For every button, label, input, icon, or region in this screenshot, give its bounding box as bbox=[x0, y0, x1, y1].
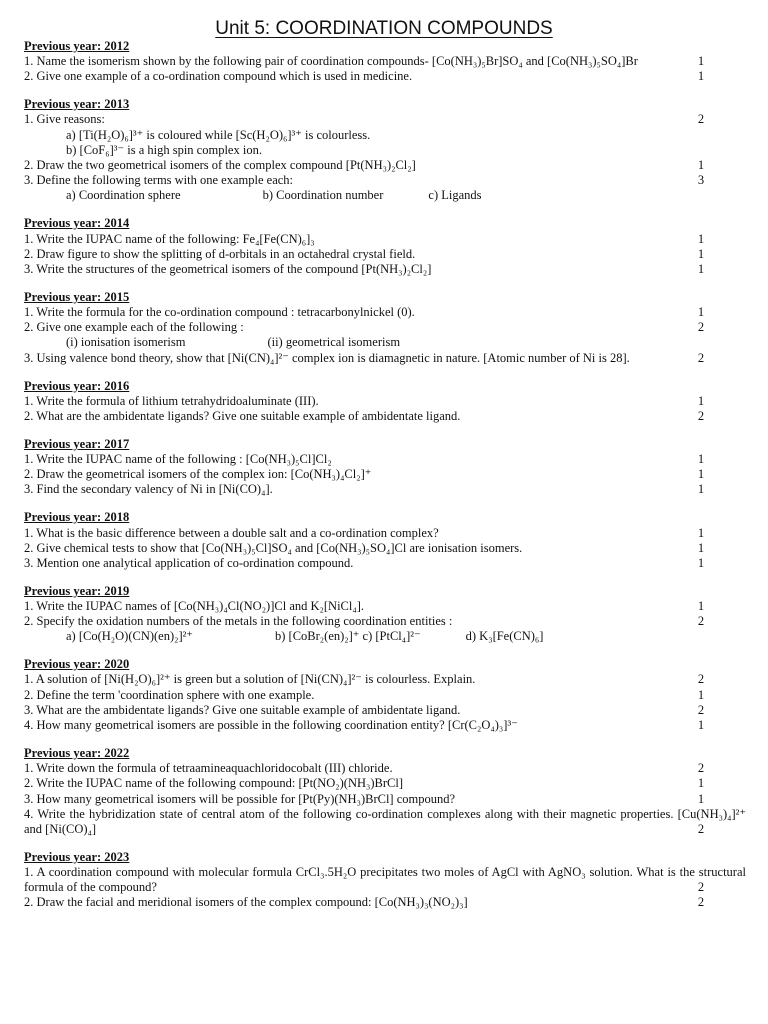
marks-value: 2 bbox=[697, 821, 705, 836]
question-row bbox=[24, 761, 746, 776]
question-row bbox=[24, 409, 746, 424]
question-text: 2. What are the ambidentate ligands? Give one suitable example of ambidentate ligand. bbox=[24, 408, 461, 423]
year-section bbox=[24, 39, 746, 85]
marks-value: 1 bbox=[697, 776, 705, 791]
question-text: 1. Write the IUPAC names of [Co(NH₃)₄Cl(NO₂)]Cl and K₂[NiCl₄]. bbox=[24, 598, 364, 613]
question-text: 2. Draw the geometrical isomers of the complex ion: [Co(NH₃)₄Cl₂]⁺ bbox=[24, 467, 372, 482]
question-text: 4. Write the hybridization state of central atom of the following co-ordination complexes along with their magnetic properties. [Cu(NH₃)₄]²⁺ and [Ni(CO)₄] bbox=[24, 806, 746, 836]
section-heading: Previous year: 2023 bbox=[24, 849, 130, 864]
question-row bbox=[24, 541, 746, 556]
marks-value: 2 bbox=[697, 880, 705, 895]
marks-value: 1 bbox=[697, 687, 705, 702]
question-text: 3. Using valence bond theory, show that [Ni(CN)₄]²⁻ complex ion is diamagnetic in nature. [Atomic number of Ni is 28]. bbox=[24, 350, 630, 365]
year-section bbox=[24, 216, 746, 277]
question-text: a) [Ti(H₂O)₆]³⁺ is coloured while [Sc(H₂O)₆]³⁺ is colourless. bbox=[66, 127, 371, 142]
marks-value: 1 bbox=[697, 261, 705, 276]
question-row bbox=[24, 776, 746, 791]
question-text: 1. A solution of [Ni(H₂O)₆]²⁺ is green but a solution of [Ni(CN)₄]²⁻ is colourless. Explain. bbox=[24, 672, 476, 687]
question-text: 2. Draw the two geometrical isomers of the complex compound [Pt(NH₃)₂Cl₂] bbox=[24, 158, 416, 173]
sub-option: b) [CoBr₂(en)₂]⁺ c) [PtCl₄]²⁻ bbox=[275, 629, 421, 644]
year-section bbox=[24, 437, 746, 498]
section-heading: Previous year: 2020 bbox=[24, 657, 130, 672]
section-heading: Previous year: 2015 bbox=[24, 289, 130, 304]
year-section bbox=[24, 97, 746, 203]
question-row bbox=[24, 467, 746, 482]
question-row bbox=[24, 232, 746, 247]
question-row bbox=[24, 247, 746, 262]
marks-value: 2 bbox=[697, 350, 705, 365]
marks-value: 2 bbox=[697, 895, 705, 910]
question-row bbox=[24, 482, 746, 497]
marks-value: 1 bbox=[697, 158, 705, 173]
question-text: 1. Write the IUPAC name of the following : [Co(NH₃)₅Cl]Cl₂ bbox=[24, 452, 332, 467]
marks-value: 2 bbox=[697, 408, 705, 423]
question-text: 2. Give one example of a co-ordination compound which is used in medicine. bbox=[24, 69, 413, 84]
year-section bbox=[24, 290, 746, 366]
question-text: 1. Write the formula of lithium tetrahydridoaluminate (III). bbox=[24, 393, 319, 408]
question-text: 1. Write the formula for the co-ordination compound : tetracarbonylnickel (0). bbox=[24, 305, 415, 320]
sub-option: c) Ligands bbox=[428, 188, 482, 203]
page-title: Unit 5: COORDINATION COMPOUNDS bbox=[215, 18, 553, 39]
question-row bbox=[24, 526, 746, 541]
sub-option: b) Coordination number bbox=[262, 188, 384, 203]
question-text: 4. How many geometrical isomers are possible in the following coordination entity? [Cr(C₂O₄)₃]³⁻ bbox=[24, 718, 518, 733]
sub-option: (ii) geometrical isomerism bbox=[267, 335, 401, 350]
marks-value: 1 bbox=[697, 305, 705, 320]
question-row bbox=[24, 865, 746, 895]
question-row bbox=[24, 614, 746, 629]
marks-value: 1 bbox=[697, 393, 705, 408]
section-heading: Previous year: 2018 bbox=[24, 510, 130, 525]
question-text: 1. Write the IUPAC name of the following: Fe₄[Fe(CN)₆]₃ bbox=[24, 231, 315, 246]
marks-value: 2 bbox=[697, 614, 705, 629]
question-row bbox=[24, 556, 746, 571]
question-text: 3. Write the structures of the geometrical isomers of the compound [Pt(NH₃)₂Cl₂] bbox=[24, 261, 432, 276]
marks-value: 1 bbox=[697, 525, 705, 540]
question-text: 2. Draw figure to show the splitting of d-orbitals in an octahedral crystal field. bbox=[24, 246, 416, 261]
year-section bbox=[24, 850, 746, 911]
question-row bbox=[24, 792, 746, 807]
marks-value: 2 bbox=[697, 702, 705, 717]
section-heading: Previous year: 2017 bbox=[24, 436, 130, 451]
question-text: 3. Mention one analytical application of co-ordination compound. bbox=[24, 555, 354, 570]
marks-value: 1 bbox=[697, 718, 705, 733]
question-text: 2. Give chemical tests to show that [Co(NH₃)₅Cl]SO₄ and [Co(NH₃)₅SO₄]Cl are ionisation isomers. bbox=[24, 540, 523, 555]
question-row bbox=[24, 188, 746, 203]
question-row bbox=[24, 351, 746, 366]
question-row bbox=[24, 173, 746, 188]
marks-value: 2 bbox=[697, 112, 705, 127]
question-row bbox=[24, 158, 746, 173]
question-row bbox=[24, 452, 746, 467]
sub-option: a) Coordination sphere bbox=[66, 188, 181, 203]
question-row bbox=[24, 54, 746, 69]
question-row bbox=[24, 320, 746, 335]
marks-value: 1 bbox=[697, 246, 705, 261]
sub-option: (i) ionisation isomerism bbox=[66, 335, 186, 350]
question-text: 1. Write down the formula of tetraamineaquachloridocobalt (III) chloride. bbox=[24, 761, 393, 776]
year-section bbox=[24, 584, 746, 645]
marks-value: 1 bbox=[697, 452, 705, 467]
question-text: 2. Specify the oxidation numbers of the metals in the following coordination entities : bbox=[24, 614, 453, 629]
question-row bbox=[24, 143, 746, 158]
marks-value: 1 bbox=[697, 482, 705, 497]
question-row bbox=[24, 895, 746, 910]
marks-value: 1 bbox=[697, 231, 705, 246]
question-text: 1. Give reasons: bbox=[24, 112, 105, 127]
section-heading: Previous year: 2019 bbox=[24, 583, 130, 598]
question-text: 1. Name the isomerism shown by the following pair of coordination compounds- [Co(NH₃)₅Br]SO₄ and [Co(NH₃)₅SO₄]Br bbox=[24, 54, 638, 69]
question-row bbox=[24, 262, 746, 277]
question-text: 3. How many geometrical isomers will be possible for [Pt(Py)(NH₃)BrCl] compound? bbox=[24, 791, 456, 806]
question-text: 1. What is the basic difference between a double salt and a co-ordination complex? bbox=[24, 525, 439, 540]
marks-value: 1 bbox=[697, 69, 705, 84]
question-row bbox=[24, 599, 746, 614]
marks-value: 2 bbox=[697, 761, 705, 776]
question-text: 2. Define the term 'coordination sphere with one example. bbox=[24, 687, 315, 702]
question-row bbox=[24, 112, 746, 127]
question-row bbox=[24, 305, 746, 320]
section-heading: Previous year: 2012 bbox=[24, 39, 130, 53]
question-row bbox=[24, 688, 746, 703]
year-section bbox=[24, 746, 746, 837]
marks-value: 1 bbox=[697, 598, 705, 613]
question-row bbox=[24, 335, 746, 350]
section-heading: Previous year: 2022 bbox=[24, 745, 130, 760]
year-section bbox=[24, 379, 746, 425]
question-row bbox=[24, 629, 746, 644]
question-text: 1. A coordination compound with molecular formula CrCl₃.5H₂O precipitates two moles of AgCl with AgNO₃ solution. What is the structural formula of the compound? bbox=[24, 865, 746, 895]
question-row bbox=[24, 69, 746, 84]
question-list bbox=[24, 39, 746, 923]
marks-value: 2 bbox=[697, 320, 705, 335]
sub-option: d) K₃[Fe(CN)₆] bbox=[465, 629, 544, 644]
marks-value: 3 bbox=[697, 173, 705, 188]
section-heading: Previous year: 2016 bbox=[24, 378, 130, 393]
question-text: 3. What are the ambidentate ligands? Give one suitable example of ambidentate ligand. bbox=[24, 702, 461, 717]
question-row bbox=[24, 128, 746, 143]
section-heading: Previous year: 2014 bbox=[24, 216, 130, 231]
question-row bbox=[24, 807, 746, 837]
question-row bbox=[24, 394, 746, 409]
question-text: 2. Draw the facial and meridional isomers of the complex compound: [Co(NH₃)₃(NO₂)₃] bbox=[24, 895, 468, 910]
year-section bbox=[24, 657, 746, 733]
marks-value: 1 bbox=[697, 54, 705, 69]
marks-value: 1 bbox=[697, 555, 705, 570]
year-section bbox=[24, 510, 746, 571]
sub-option: a) [Co(H₂O)(CN)(en)₂]²⁺ bbox=[66, 629, 194, 644]
question-text: 2. Give one example each of the following : bbox=[24, 320, 244, 335]
question-text: b) [CoF₆]³⁻ is a high spin complex ion. bbox=[66, 142, 262, 157]
question-text: 3. Define the following terms with one example each: bbox=[24, 173, 294, 188]
question-text: 3. Find the secondary valency of Ni in [Ni(CO)₄]. bbox=[24, 482, 273, 497]
section-heading: Previous year: 2013 bbox=[24, 97, 130, 112]
marks-value: 1 bbox=[697, 540, 705, 555]
question-row bbox=[24, 718, 746, 733]
marks-value: 2 bbox=[697, 672, 705, 687]
question-text: 2. Write the IUPAC name of the following compound: [Pt(NO₂)(NH₃)BrCl] bbox=[24, 776, 403, 791]
marks-value: 1 bbox=[697, 467, 705, 482]
question-row bbox=[24, 672, 746, 687]
question-row bbox=[24, 703, 746, 718]
marks-value: 1 bbox=[697, 791, 705, 806]
